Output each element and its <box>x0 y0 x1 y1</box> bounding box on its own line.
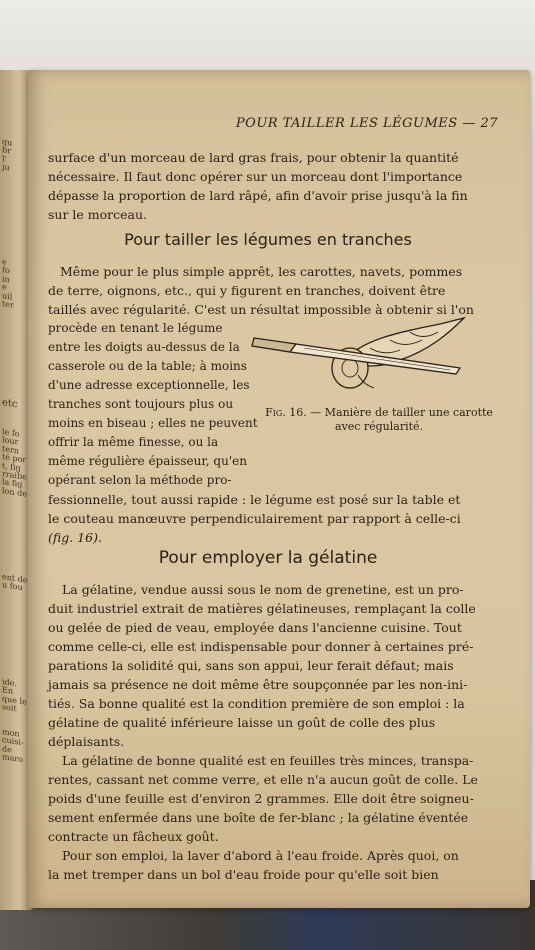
text-line: Même pour le plus simple apprêt, les carottes, navets, pommes <box>60 264 463 279</box>
text-line: duit industriel extrait de matières gélatineuses, remplaçant la colle <box>48 601 476 616</box>
text-line: nécessaire. Il faut donc opérer sur un morceau dont l'importance <box>48 169 463 184</box>
text-line: fessionnelle, tout aussi rapide : le légume est posé sur la table et <box>48 492 461 507</box>
text-line: surface d'un morceau de lard gras frais, pour obtenir la quantité <box>48 150 459 165</box>
text-line: jamais sa présence ne doit même être soupçonnée par les non-ini- <box>48 677 468 692</box>
running-head: POUR TAILLER LES LÉGUMES — 27 <box>235 116 498 131</box>
knife-carrot-illustration <box>250 310 472 400</box>
left-page-fragment: ide. En que le soit <box>2 677 27 714</box>
intro-paragraph <box>48 148 488 224</box>
book-page <box>28 70 530 908</box>
left-page-fragment: e fo in e uil ter <box>2 257 14 310</box>
text-line: entre les doigts au-dessus de la <box>48 340 240 354</box>
text-line: d'une adresse exceptionnelle, les <box>48 378 250 392</box>
text-line: comme celle-ci, elle est indispensable pour donner à certaines pré- <box>48 639 474 654</box>
text-line: moins en biseau ; elles ne peuvent <box>48 416 258 430</box>
section-heading-gelatine: Pour employer la gélatine <box>158 548 378 568</box>
text-line: offrir la même finesse, ou la <box>48 435 219 449</box>
text-line: (fig. 16). <box>48 530 102 545</box>
text-line: La gélatine, vendue aussi sous le nom de grenetine, est un pro- <box>62 582 464 597</box>
text-line: procède en tenant le légume <box>48 321 223 335</box>
text-line: la met tremper dans un bol d'eau froide pour qu'elle soit bien <box>48 867 439 882</box>
text-line: sement enfermée dans une boîte de fer-blanc ; la gélatine éventée <box>48 810 469 825</box>
text-line: tiés. Sa bonne qualité est la condition première de son emploi : la <box>48 696 465 711</box>
text-line: déplaisants. <box>48 734 125 749</box>
text-line: dépasse la proportion de lard râpé, afin d'avoir prise jusqu'à la fin <box>48 188 468 203</box>
section2-body <box>48 580 493 884</box>
text-line: ou gelée de pied de veau, employée dans l'ancienne cuisine. Tout <box>48 620 462 635</box>
text-line: même régulière épaisseur, qu'en <box>48 454 247 468</box>
text-line: casserole ou de la table; à moins <box>48 359 247 373</box>
section1-closing <box>48 490 493 547</box>
text-line: taillés avec régularité. C'est un résultat impossible à obtenir si l'on <box>48 302 474 317</box>
text-line: contracte un fâcheux goût. <box>48 829 219 844</box>
text-line: rentes, cassant net comme verre, et elle n'a aucun goût de colle. Le <box>48 772 478 787</box>
figure-label: Fig. 16. <box>265 406 307 419</box>
text-line: tranches sont toujours plus ou <box>48 397 234 411</box>
text-line: de terre, oignons, etc., qui y figurent en tranches, doivent être <box>48 283 446 298</box>
text-line: La gélatine de bonne qualité est en feuilles très minces, transpa- <box>62 753 474 768</box>
left-page-fragment: etc <box>2 397 18 411</box>
text-line: sur le morceau. <box>48 207 148 222</box>
figure-caption-text: — Manière de tailler une carotte avec régularité. <box>310 406 493 433</box>
left-page-fragment: le fo lour tern té por t, fig rraibe la fig lon de <box>2 427 27 499</box>
left-page-fragment: qu br l' ju <box>2 137 13 173</box>
text-line: le couteau manœuvre perpendiculairement par rapport à celle-ci <box>48 511 461 526</box>
text-line: opérant selon la méthode pro- <box>48 473 232 487</box>
text-line: gélatine de qualité inférieure laisse un goût de colle des plus <box>48 715 436 730</box>
text-line: poids d'une feuille est d'environ 2 grammes. Elle doit être soigneu- <box>48 791 474 806</box>
section-heading-legumes: Pour tailler les légumes en tranches <box>124 230 412 249</box>
text-line: Pour son emploi, la laver d'abord à l'eau froide. Après quoi, on <box>62 848 459 863</box>
text-line: parations la solidité qui, sans son appui, leur ferait défaut; mais <box>48 658 454 673</box>
left-page-fragment: mon cuisi- de maro <box>2 727 24 765</box>
left-page-fragment: ent de u fou <box>2 572 28 593</box>
figure-caption <box>264 406 494 434</box>
section1-wrapped-text <box>48 319 258 490</box>
